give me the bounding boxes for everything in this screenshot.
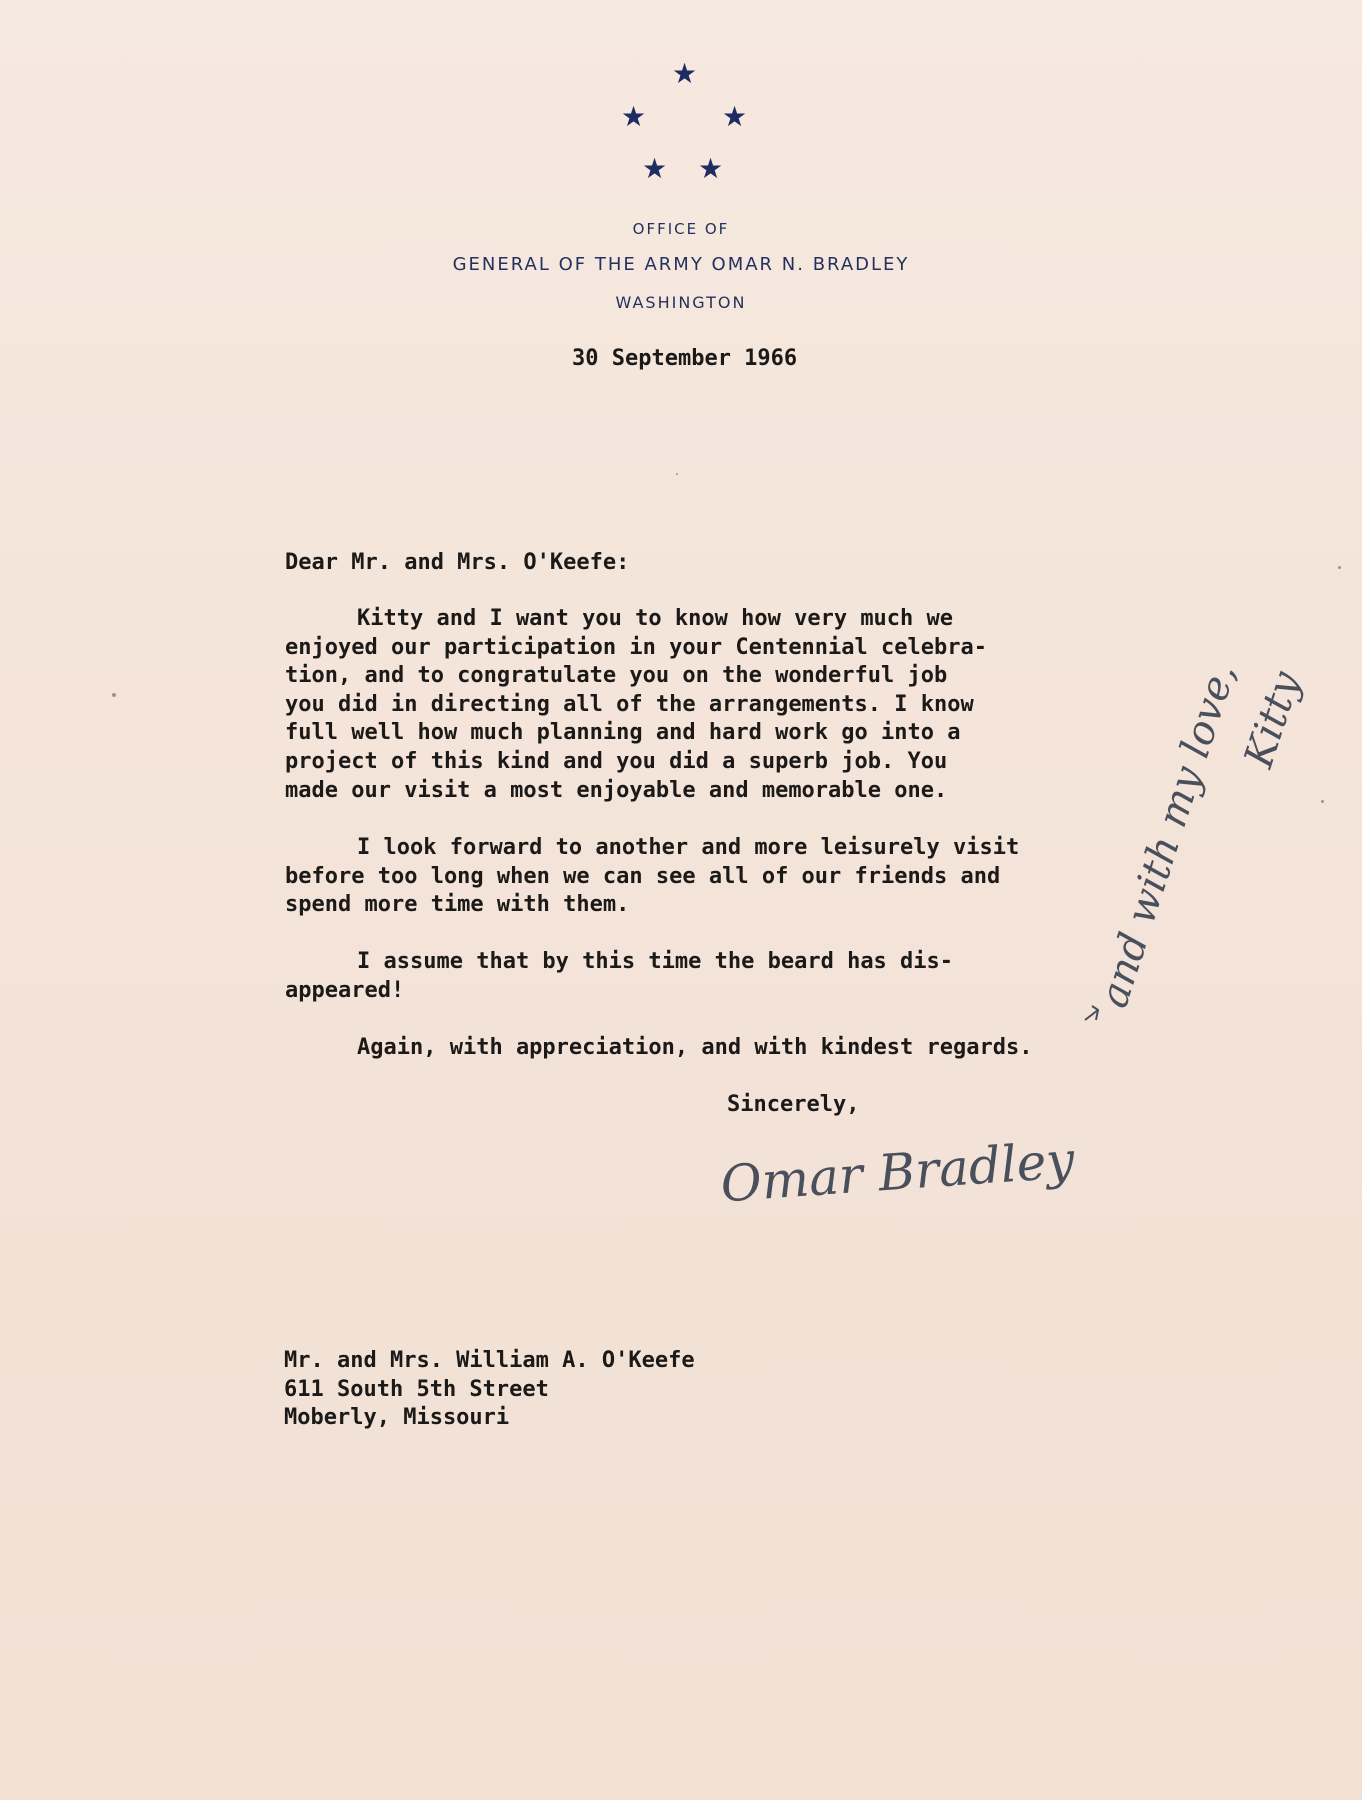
star-icon: ★ — [672, 57, 698, 90]
paragraph-line: tion, and to congratulate you on the wonderful job — [285, 663, 948, 689]
paragraph-1 — [285, 605, 1085, 805]
paragraph-line: enjoyed our participation in your Centennial celebra- — [285, 634, 987, 660]
paragraph-line: project of this kind and you did a superb job. You — [285, 748, 948, 774]
star-icon: ★ — [722, 100, 748, 133]
paper-speck — [112, 693, 116, 697]
five-star-insignia-icon — [610, 55, 760, 185]
paragraph-line: before too long when we can see all of our friends and — [285, 863, 1001, 889]
paragraph-line: I assume that by this time the beard has dis- — [357, 949, 954, 974]
star-icon: ★ — [698, 152, 724, 185]
paragraph-line: I look forward to another and more leisurely visit — [357, 835, 1020, 860]
signature-text: Omar Bradley — [718, 1130, 1077, 1214]
paper-speck — [1321, 800, 1324, 803]
letter-date: 30 September 1966 — [572, 346, 798, 371]
paper-speck — [676, 473, 678, 475]
note-line-1: and with my love, — [1090, 657, 1246, 1014]
letterhead-title: GENERAL OF THE ARMY OMAR N. BRADLEY — [452, 254, 910, 275]
handwritten-note — [1080, 540, 1330, 1060]
paragraph-line: spend more time with them. — [285, 892, 630, 918]
signature-omar-bradley — [715, 1130, 1115, 1230]
paragraph-line: made our visit a most enjoyable and memorable one. — [285, 777, 948, 803]
address-city: Moberly, Missouri — [284, 1405, 510, 1431]
salutation: Dear Mr. and Mrs. O'Keefe: — [285, 550, 630, 575]
paragraph-line: you did in directing all of the arrangements. I know — [285, 691, 974, 717]
letterhead-city: WASHINGTON — [615, 293, 747, 312]
closing: Sincerely, — [727, 1092, 860, 1117]
paragraph-line: Kitty and I want you to know how very much we — [357, 606, 954, 631]
paper-speck — [1338, 566, 1341, 569]
insertion-arrow-icon — [1085, 1006, 1098, 1020]
paragraph-line: appeared! — [285, 977, 405, 1003]
star-icon: ★ — [642, 152, 668, 185]
paragraph-line: full well how much planning and hard work go into a — [285, 720, 961, 746]
note-signature-kitty: Kitty — [1235, 666, 1310, 774]
paragraph-2 — [285, 834, 1085, 920]
address-street: 611 South 5th Street — [284, 1376, 549, 1402]
paragraph-line: Again, with appreciation, and with kindest regards. — [357, 1035, 1033, 1060]
address-name: Mr. and Mrs. William A. O'Keefe — [284, 1348, 695, 1373]
star-icon: ★ — [621, 100, 647, 133]
recipient-address — [284, 1347, 695, 1433]
letterhead-office-of: OFFICE OF — [632, 220, 730, 238]
paragraph-3 — [285, 948, 1085, 1005]
paragraph-4 — [285, 1034, 1085, 1063]
